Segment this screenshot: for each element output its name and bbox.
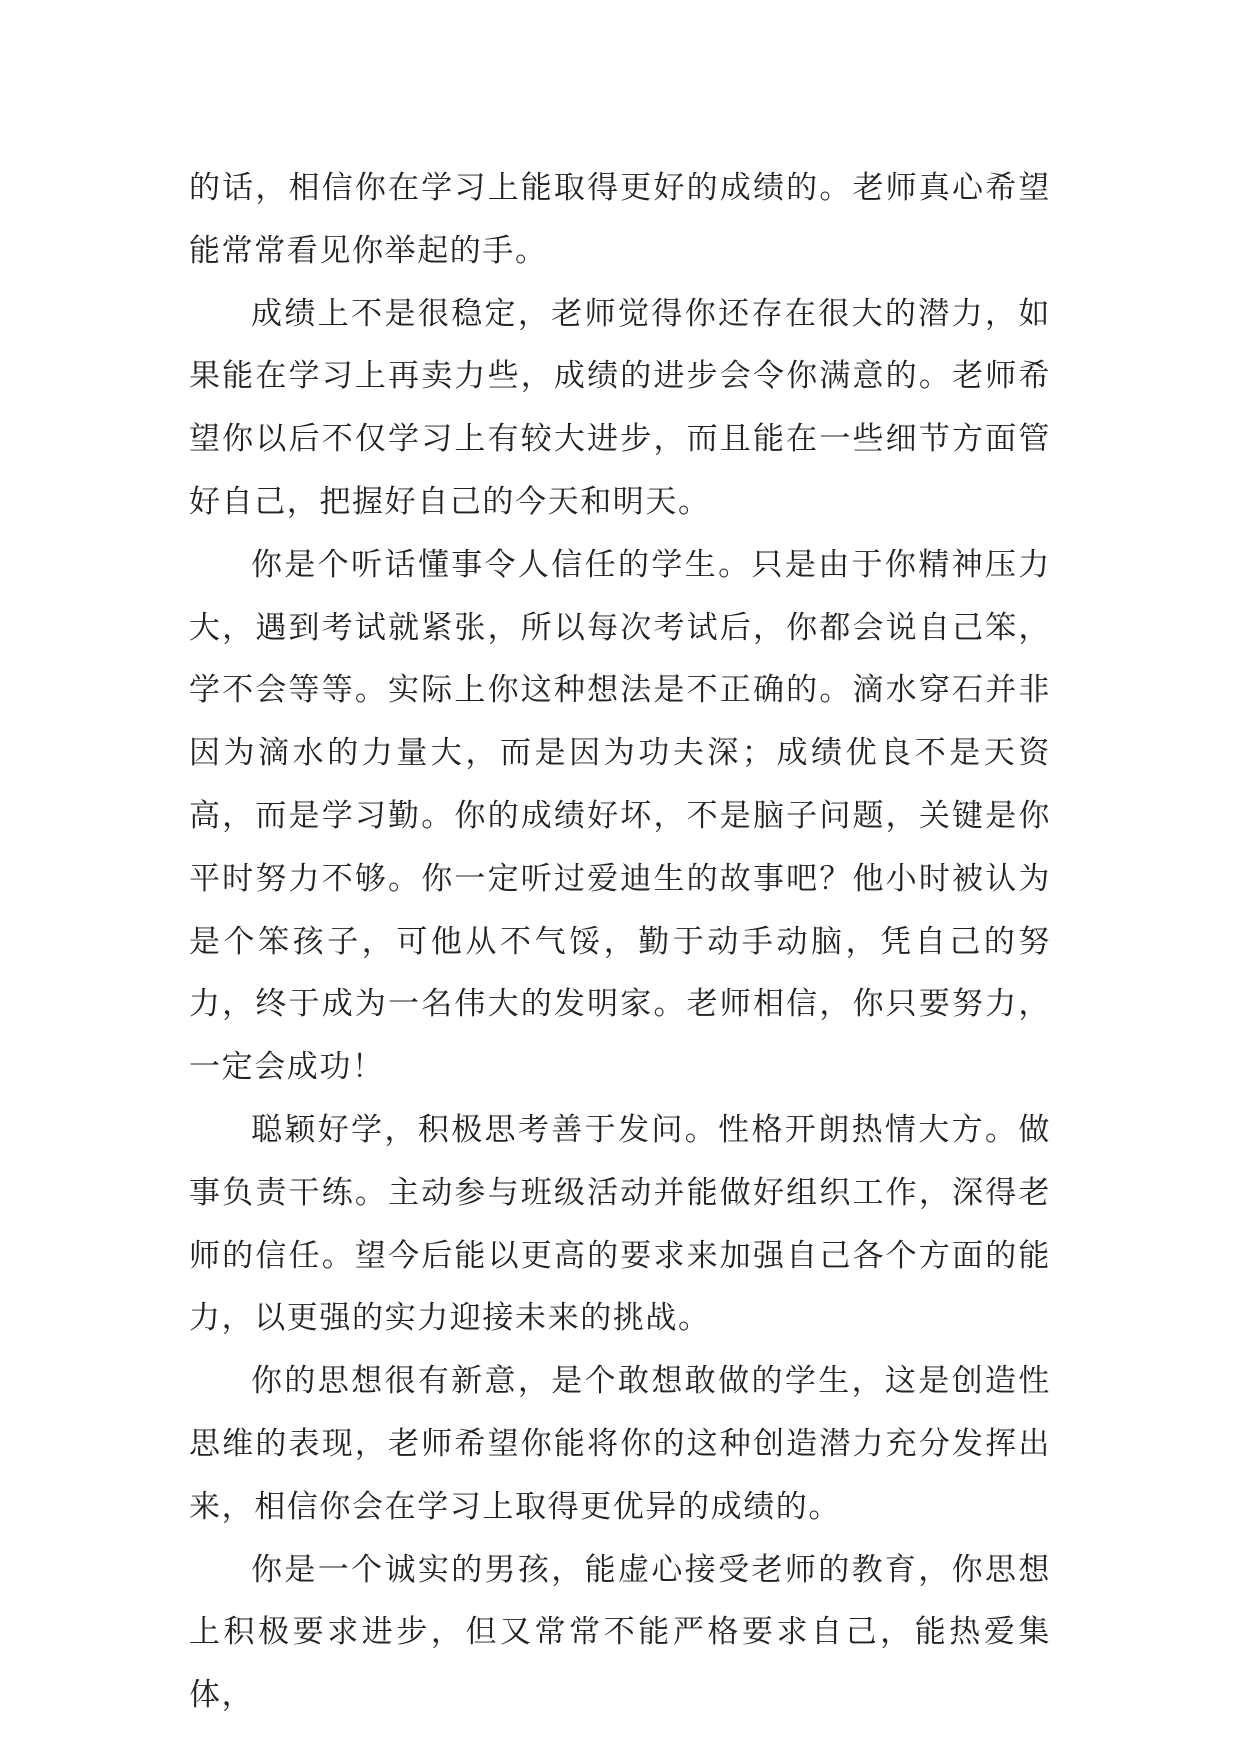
paragraph: 你是一个诚实的男孩，能虚心接受老师的教育，你思想上积极要求进步，但又常常不能严格要求自己，能热爱集体， bbox=[189, 1551, 1051, 1714]
document-body bbox=[189, 157, 1051, 1727]
paragraph: 聪颖好学，积极思考善于发问。性格开朗热情大方。做事负责干练。主动参与班级活动并能做好组织工作，深得老师的信任。望今后能以更高的要求来加强自己各个方面的能力，以更强的实力迎接未来的挑战。 bbox=[189, 1111, 1051, 1337]
paragraph: 你的思想很有新意，是个敢想敢做的学生，这是创造性思维的表现，老师希望你能将你的这种创造潜力充分发挥出来，相信你会在学习上取得更优异的成绩的。 bbox=[189, 1363, 1051, 1525]
paragraph: 成绩上不是很稳定，老师觉得你还存在很大的潜力，如果能在学习上再卖力些，成绩的进步会令你满意的。老师希望你以后不仅学习上有较大进步，而且能在一些细节方面管好自己，把握好自己的今天和明天。 bbox=[189, 295, 1051, 520]
paragraph-continuation: 的话，相信你在学习上能取得更好的成绩的。老师真心希望能常常看见你举起的手。 bbox=[189, 170, 1051, 269]
paragraph: 你是个听话懂事令人信任的学生。只是由于你精神压力大，遇到考试就紧张，所以每次考试后，你都会说自己笨，学不会等等。实际上你这种想法是不正确的。滴水穿石并非因为滴水的力量大，而是因为功夫深；成绩优良不是天资高，而是学习勤。你的成绩好坏，不是脑子问题，关键是你平时努力不够。你一定听过爱迪生的故事吧？他小时被认为是个笨孩子，可他从不气馁，勤于动手动脑，凭自己的努力，终于成为一名伟大的发明家。老师相信，你只要努力，一定会成功！ bbox=[189, 546, 1051, 1086]
